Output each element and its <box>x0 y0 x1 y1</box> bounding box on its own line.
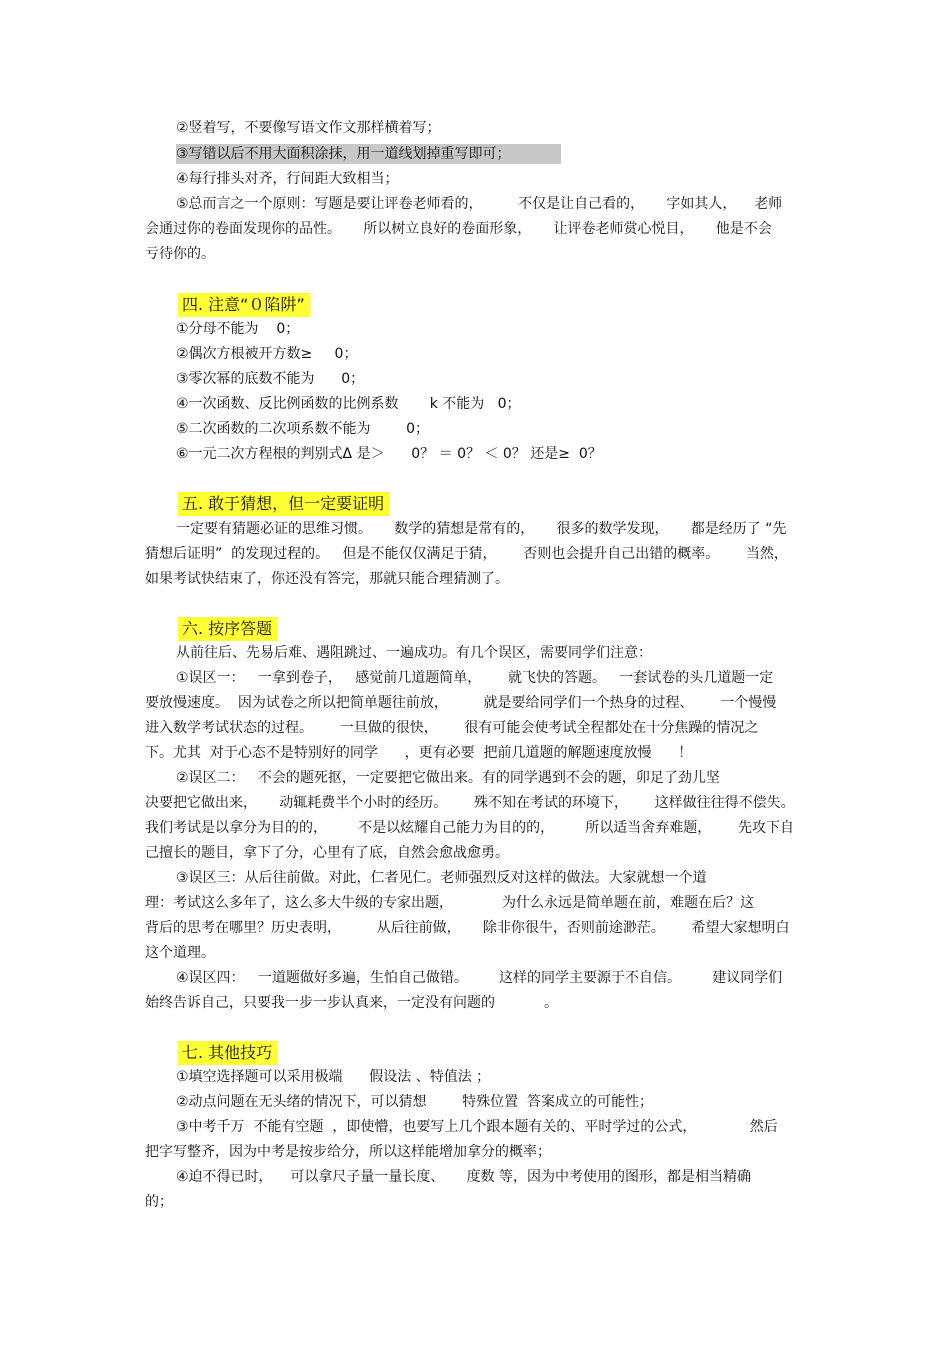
paragraph-line: 下。尤其 对于心态不是特别好的同学 ，更有必要 把前几道题的解题速度放慢 ！ <box>145 745 693 761</box>
paragraph-line: ①分母不能为 0； <box>176 321 300 337</box>
paragraph-line: 这个道理。 <box>145 945 215 961</box>
paragraph-line: 亏待你的。 <box>145 246 215 262</box>
paragraph-line: 进入数学考试状态的过程。 一旦做的很快， 很有可能会使考试全程都处在十分焦躁的情况之 <box>145 720 759 736</box>
paragraph-line: ⑤二次函数的二次项系数不能为 0； <box>176 421 430 437</box>
paragraph-line: ④一次函数、反比例函数的比例系数 k 不能为 0； <box>176 396 521 412</box>
paragraph-line: ③误区三：从后往前做。对此，仁者见仁。老师强烈反对这样的做法。大家就想一个道 <box>176 870 707 886</box>
paragraph-line: 我们考试是以拿分为目的的， 不是以炫耀自己能力为目的的， 所以适当舍弃难题， 先攻下自 <box>145 820 795 836</box>
paragraph-line: ②误区二： 不会的题死抠，一定要把它做出来。有的同学遇到不会的题，卯足了劲儿坚 <box>176 770 720 786</box>
paragraph-line: 要放慢速度。 因为试卷之所以把简单题往前放， 就是要给同学们一个热身的过程、 一个慢慢 <box>145 695 777 711</box>
paragraph-line: 始终告诉自己，只要我一步一步认真来，一定没有问题的 。 <box>145 995 558 1011</box>
section-heading: 六. 按序答题 <box>178 617 278 641</box>
paragraph-line: ④迫不得已时， 可以拿尺子量一量长度、 度数 等，因为中考使用的图形，都是相当精确 <box>176 1169 752 1185</box>
paragraph-line: 背后的思考在哪里？历史表明， 从后往前做， 除非你很牛，否则前途渺茫。 希望大家想明白 <box>145 920 790 936</box>
paragraph-line: 己擅长的题目，拿下了分，心里有了底，自然会愈战愈勇。 <box>145 845 509 861</box>
paragraph-line: 猜想后证明” 的发现过程的。 但是不能仅仅满足于猜， 否则也会提升自己出错的概率。 当然， <box>145 546 788 562</box>
paragraph-line: ①填空选择题可以采用极端 假设法 、特值法 ； <box>176 1069 491 1085</box>
paragraph-line: ③中考千万 不能有空题 ，即使懵，也要写上几个跟本题有关的、平时学过的公式， 然后 <box>176 1119 778 1135</box>
paragraph-line: 决要把它做出来， 动辄耗费半个小时的经历。 殊不知在考试的环境下， 这样做往往得不偿失。 <box>145 795 795 811</box>
paragraph-line: ⑤总而言之一个原则：写题是要让评卷老师看的， 不仅是让自己看的， 字如其人， 老师 <box>176 196 783 212</box>
paragraph-line: ②偶次方根被开方数≥ 0； <box>176 346 358 362</box>
highlighted-line: ③写错以后不用大面积涂抹，用一道线划掉重写即可； <box>176 144 561 164</box>
paragraph-line: 的； <box>145 1194 173 1210</box>
paragraph-line: 一定要有猜题必证的思维习惯。 数学的猜想是常有的， 很多的数学发现， 都是经历了 “先 <box>176 521 787 537</box>
section-heading: 四. 注意“０陷阱” <box>178 293 311 317</box>
paragraph-line: 把字写整齐，因为中考是按步给分，所以这样能增加拿分的概率； <box>145 1144 551 1160</box>
paragraph-line: 会通过你的卷面发现你的品性。 所以树立良好的卷面形象， 让评卷老师赏心悦目， 他是不会 <box>145 221 772 237</box>
paragraph-line: ②动点问题在无头绪的情况下，可以猜想 特殊位置 答案成立的可能性； <box>176 1094 654 1110</box>
section-heading: 五. 敢于猜想，但一定要证明 <box>178 492 390 516</box>
paragraph-line: ④误区四： 一道题做好多遍，生怕自己做错。 这样的同学主要源于不自信。 建议同学们 <box>176 970 783 986</box>
paragraph-line: ⑥一元二次方程根的判别式Δ 是＞ 0？ ＝ 0？ ＜ 0？ 还是≥ 0？ <box>176 446 602 462</box>
paragraph-line: ①误区一： 一拿到卷子， 感觉前几道题简单， 就飞快的答题。 一套试卷的头几道题一定 <box>176 670 774 686</box>
paragraph-line: 从前往后、先易后难、遇阻跳过、一遍成功。有几个误区，需要同学们注意： <box>176 645 652 661</box>
paragraph-line: ④每行排头对齐，行间距大致相当； <box>176 171 399 187</box>
paragraph-line: ②竖着写，不要像写语文作文那样横着写； <box>176 120 441 136</box>
paragraph-line: 理：考试这么多年了，这么多大牛级的专家出题， 为什么永远是简单题在前，难题在后？这 <box>145 895 754 911</box>
section-heading: 七. 其他技巧 <box>178 1041 278 1065</box>
paragraph-line: 如果考试快结束了，你还没有答完，那就只能合理猜测了。 <box>145 571 509 587</box>
paragraph-line: ③零次幂的底数不能为 0； <box>176 371 365 387</box>
